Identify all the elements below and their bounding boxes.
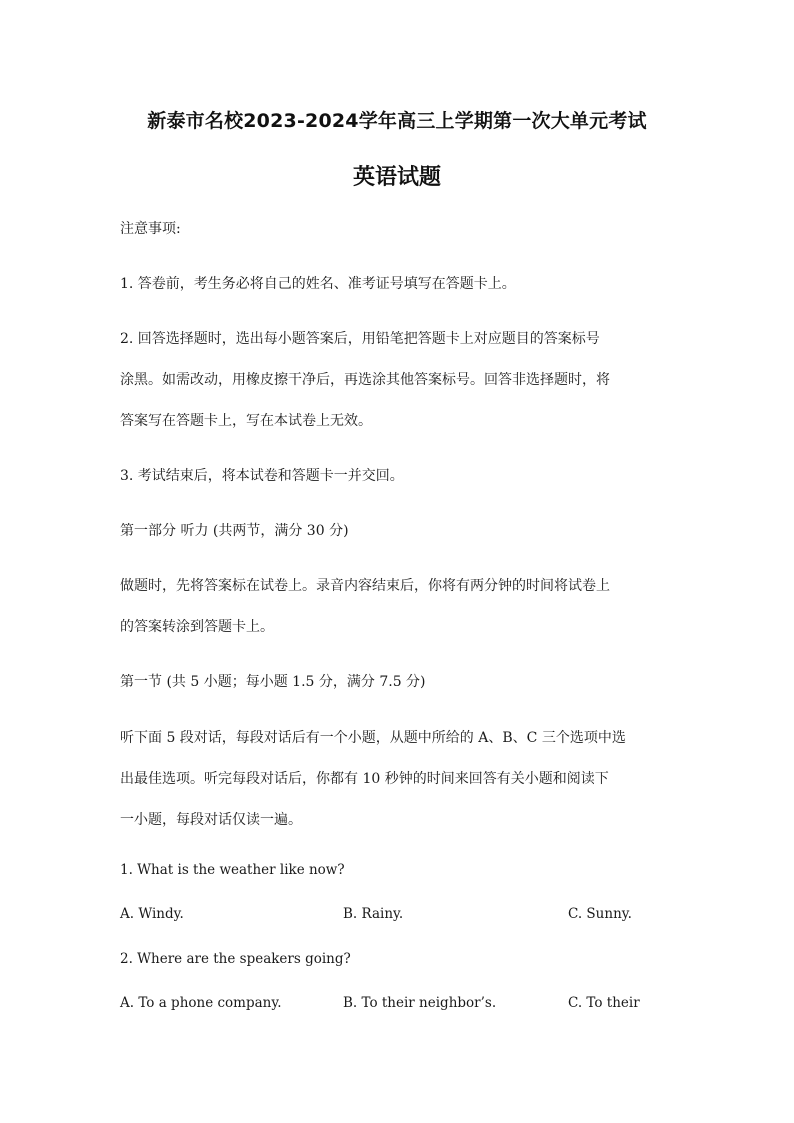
notice-heading: 注意事项:: [120, 221, 181, 237]
section1-intro-line-2: 出最佳选项。听完每段对话后，你都有 10 秒钟的时间来回答有关小题和阅读下: [120, 771, 609, 787]
question-2-stem: 2. Where are the speakers going?: [120, 951, 351, 967]
notice-item-2-line-2: 涂黑。如需改动，用橡皮擦干净后，再选涂其他答案标号。回答非选择题时，将: [120, 372, 610, 388]
question-1-option-a: A. Windy.: [120, 906, 184, 922]
question-2-option-c: C. To their: [568, 995, 640, 1011]
section1-intro-line-3: 一小题，每段对话仅读一遍。: [120, 812, 302, 828]
question-1-option-c: C. Sunny.: [568, 906, 632, 922]
question-1-option-b: B. Rainy.: [343, 906, 404, 922]
part1-intro-line-2: 的答案转涂到答题卡上。: [120, 619, 274, 635]
notice-item-2-line-1: 2. 回答选择题时，选出每小题答案后，用铅笔把答题卡上对应题目的答案标号: [120, 331, 600, 347]
exam-title: 新泰市名校2023-2024学年高三上学期第一次大单元考试: [147, 110, 647, 132]
part1-intro-line-1: 做题时，先将答案标在试卷上。录音内容结束后，你将有两分钟的时间将试卷上: [120, 578, 610, 594]
notice-item-1: 1. 答卷前，考生务必将自己的姓名、准考证号填写在答题卡上。: [120, 276, 516, 292]
notice-item-2-line-3: 答案写在答题卡上，写在本试卷上无效。: [120, 413, 372, 429]
part1-heading: 第一部分 听力 (共两节，满分 30 分): [120, 523, 349, 539]
notice-item-3: 3. 考试结束后，将本试卷和答题卡一并交回。: [120, 468, 404, 484]
question-2-option-b: B. To their neighbor’s.: [343, 995, 497, 1011]
exam-subtitle: 英语试题: [352, 165, 441, 190]
section1-intro-line-1: 听下面 5 段对话，每段对话后有一个小题，从题中所给的 A、B、C 三个选项中选: [120, 730, 626, 746]
question-1-stem: 1. What is the weather like now?: [120, 862, 345, 878]
section1-heading: 第一节 (共 5 小题；每小题 1.5 分，满分 7.5 分): [120, 674, 426, 690]
question-2-option-a: A. To a phone company.: [120, 995, 282, 1011]
